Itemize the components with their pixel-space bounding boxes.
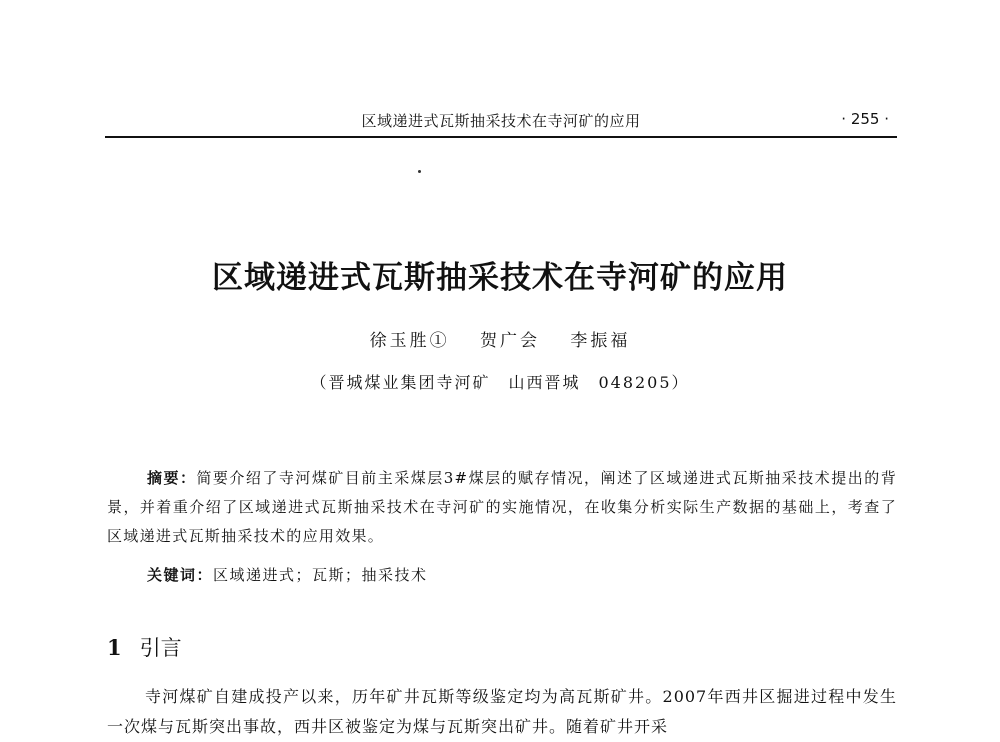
author-name: 贺广会 xyxy=(480,331,540,351)
author-name: 李振福 xyxy=(570,331,631,351)
author-list xyxy=(0,326,1000,351)
article-title: 区域递进式瓦斯抽采技术在寺河矿的应用 xyxy=(212,260,788,296)
keywords-label: 关键词： xyxy=(147,566,214,584)
page-number: · 255 · xyxy=(841,110,889,128)
section-title: 引言 xyxy=(139,636,182,660)
section-heading xyxy=(107,632,182,662)
abstract xyxy=(107,464,897,551)
keywords-text: 区域递进式；瓦斯；抽采技术 xyxy=(213,566,428,584)
paragraph-text: 寺河煤矿自建成投产以来，历年矿井瓦斯等级鉴定均为高瓦斯矿井。2007年西井区掘进过程中发生一次煤与瓦斯突出事故，西井区被鉴定为煤与瓦斯突出矿井。随着矿井开采 xyxy=(107,687,897,736)
keywords xyxy=(147,564,428,585)
body-paragraph xyxy=(107,682,897,742)
author-name: 徐玉胜① xyxy=(369,331,450,351)
running-title: 区域递进式瓦斯抽采技术在寺河矿的应用 xyxy=(361,112,641,130)
stray-dot-mark xyxy=(418,170,421,173)
abstract-label: 摘要： xyxy=(147,469,197,487)
running-header xyxy=(105,108,897,138)
section-number: 1 xyxy=(107,635,122,660)
author-affiliation: （晋城煤业集团寺河矿 山西晋城 048205） xyxy=(310,373,690,392)
abstract-text: 简要介绍了寺河煤矿目前主采煤层3#煤层的赋存情况，阐述了区域递进式瓦斯抽采技术提出的背景，并着重介绍了区域递进式瓦斯抽采技术在寺河矿的实施情况，在收集分析实际生产数据的基础上，考查了区域递进式瓦斯抽采技术的应用效果。 xyxy=(107,469,897,545)
